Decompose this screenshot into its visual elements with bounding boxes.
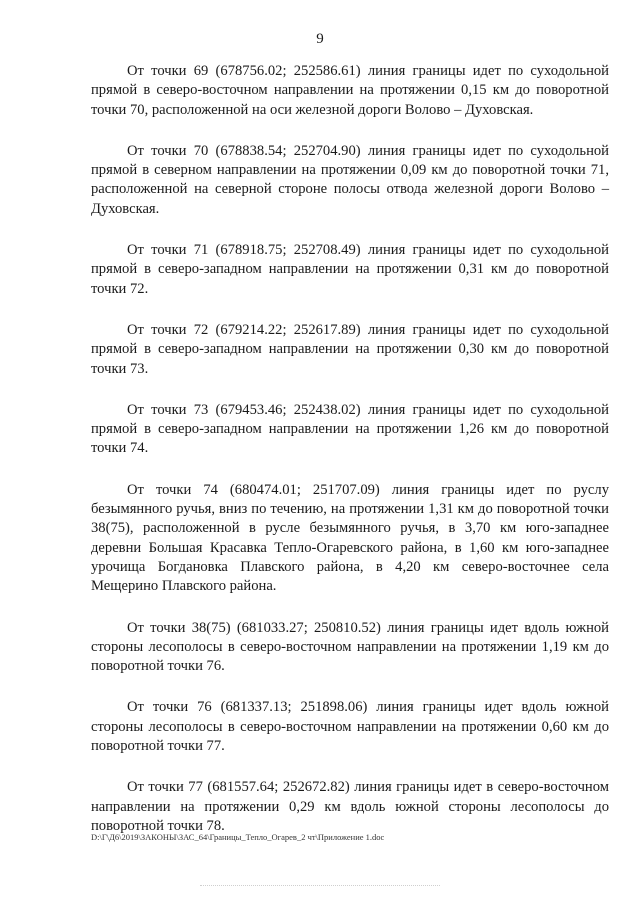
document-body [91, 62, 609, 858]
page-number: 9 [316, 31, 324, 47]
scan-artifact [200, 885, 440, 887]
paragraph-point-73: От точки 73 (679453.46; 252438.02) линия границы идет по суходольной прямой в северо-западном направлении на протяжении 1,26 км до поворотной точки 74. [91, 401, 609, 457]
paragraph-point-71: От точки 71 (678918.75; 252708.49) линия границы идет по суходольной прямой в северо-западном направлении на протяжении 0,31 км до поворотной точки 72. [91, 242, 609, 297]
paragraph-point-76: От точки 76 (681337.13; 251898.06) линия границы идет вдоль южной стороны лесополосы в северо-восточном направлении на протяжении 0,60 км до поворотной точки 77. [91, 699, 609, 755]
paragraph-point-77: От точки 77 (681557.64; 252672.82) линия границы идет в северо-восточном направлении на протяжении 0,29 км вдоль южной стороны лесополосы до поворотной точки 78. [91, 779, 609, 834]
paragraph-point-70: От точки 70 (678838.54; 252704.90) линия границы идет по суходольной прямой в северном направлении на протяжении 0,09 км до поворотной точки 71, расположенной на северной стороне полосы отвода железной дороги Волово – Духовская. [91, 142, 609, 217]
footer-file-path: D:\Г\Д6\2019\ЗАКОНЫ\ЗАС_64\Границы_Тепло_Огарев_2 чт\Приложение 1.doc [91, 832, 385, 842]
paragraph-point-74: От точки 74 (680474.01; 251707.09) линия границы идет по руслу безымянного ручья, вниз по течению, на протяжении 1,31 км до поворотной точки 38(75), расположенной в русле безымянного ручья, в 3,70 км юго-западнее деревни Большая Красавка Тепло-Огаревского района, в 1,60 км юго-западнее урочища Богдановка Плавского района, в 4,20 км северо-восточнее села Мещерино Плавского района. [91, 481, 609, 595]
paragraph-point-69: От точки 69 (678756.02; 252586.61) линия границы идет по суходольной прямой в северо-восточном направлении на протяжении 0,15 км до поворотной точки 70, расположенной на оси железной дороги Волово – Духовская. [91, 63, 609, 118]
paragraph-point-75: От точки 38(75) (681033.27; 250810.52) линия границы идет вдоль южной стороны лесополосы в северо-восточном направлении на протяжении 1,19 км до поворотной точки 76. [91, 619, 609, 675]
paragraph-point-72: От точки 72 (679214.22; 252617.89) линия границы идет по суходольной прямой в северо-западном направлении на протяжении 0,30 км до поворотной точки 73. [91, 321, 609, 377]
